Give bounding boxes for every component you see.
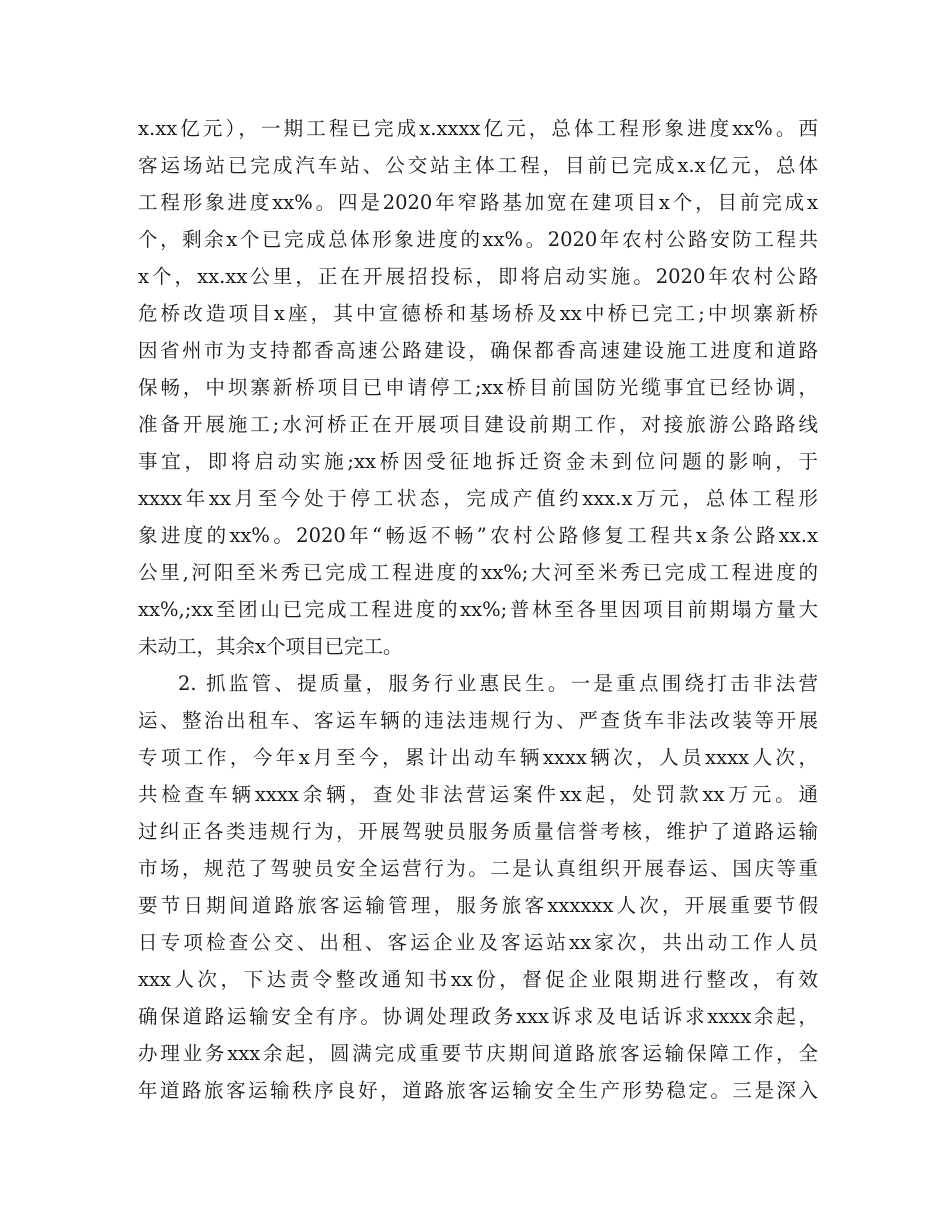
text-line: 客运场站已完成汽车站、公交站主体工程，目前已完成x.x亿元，总体	[138, 154, 818, 177]
text-line: 办理业务xxx余起，圆满完成重要节庆期间道路旅客运输保障工作，全	[138, 1042, 818, 1065]
text-line: 危桥改造项目x座，其中宣德桥和基场桥及xx中桥已完工;中坝寨新桥	[138, 302, 818, 325]
text-line: 事宜，即将启动实施;xx桥因受征地拆迁资金未到位问题的影响，于	[138, 450, 818, 473]
text-line: 保畅，中坝寨新桥项目已申请停工;xx桥目前国防光缆事宜已经协调，	[138, 376, 818, 399]
text-line: 共检查车辆xxxx余辆，查处非法营运案件xx起，处罚款xx万元。通	[138, 783, 818, 806]
text-line: x.xx亿元），一期工程已完成x.xxxx亿元，总体工程形象进度xx%。西	[138, 117, 818, 140]
text-line: 公里,河阳至米秀已完成工程进度的xx%;大河至米秀已完成工程进度的	[138, 561, 818, 584]
paragraph-end-line: 未动工，其余x个项目已完工。	[138, 635, 403, 658]
document-body	[138, 110, 818, 1109]
text-line: 象进度的xx%。2020年“畅返不畅”农村公路修复工程共x条公路xx.x	[138, 524, 818, 547]
text-line: 因省州市为支持都香高速公路建设，确保都香高速建设施工进度和道路	[138, 339, 818, 362]
text-line: 年道路旅客运输秩序良好，道路旅客运输安全生产形势稳定。三是深入	[138, 1079, 818, 1102]
text-line: x个，xx.xx公里，正在开展招投标，即将启动实施。2020年农村公路	[138, 265, 818, 288]
text-line: 确保道路运输安全有序。协调处理政务xxx诉求及电话诉求xxxx余起，	[138, 1005, 818, 1028]
text-line: 过纠正各类违规行为，开展驾驶员服务质量信誉考核，维护了道路运输	[138, 820, 818, 843]
text-line: xxxx年xx月至今处于停工状态，完成产值约xxx.x万元，总体工程形	[138, 487, 818, 510]
text-line: 市场，规范了驾驶员安全运营行为。二是认真组织开展春运、国庆等重	[138, 857, 818, 880]
text-line: 工程形象进度xx%。四是2020年窄路基加宽在建项目x个，目前完成x	[138, 191, 818, 214]
text-line: 专项工作，今年x月至今，累计出动车辆xxxx辆次，人员xxxx人次，	[138, 746, 818, 769]
text-line: 要节日期间道路旅客运输管理，服务旅客xxxxxx人次，开展重要节假	[138, 894, 818, 917]
text-line: 准备开展施工;水河桥正在开展项目建设前期工作，对接旅游公路路线	[138, 413, 818, 436]
paragraph-start-line: 2. 抓监管、提质量，服务行业惠民生。一是重点围绕打击非法营	[178, 672, 818, 695]
text-line: 个，剩余x个已完成总体形象进度的xx%。2020年农村公路安防工程共	[138, 228, 818, 251]
text-line: xxx人次，下达责令整改通知书xx份，督促企业限期进行整改，有效	[138, 968, 818, 991]
text-line: 运、整治出租车、客运车辆的违法违规行为、严查货车非法改装等开展	[138, 709, 818, 732]
text-line: xx%,;xx至团山已完成工程进度的xx%;普林至各里因项目前期塌方量大	[138, 598, 818, 621]
text-line: 日专项检查公交、出租、客运企业及客运站xx家次，共出动工作人员	[138, 931, 818, 954]
